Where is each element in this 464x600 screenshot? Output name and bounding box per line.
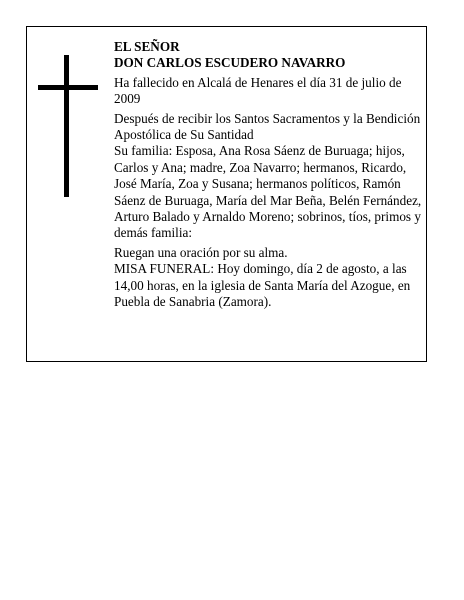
- sacraments-text: Después de recibir los Santos Sacramentos y la Bendición Apostólica de Su Santidad: [114, 110, 421, 143]
- obituary-text: [114, 39, 426, 311]
- deceased-name: DON CARLOS ESCUDERO NAVARRO: [114, 55, 346, 71]
- notice-title: EL SEÑOR: [114, 39, 180, 54]
- prayer-request: Ruegan una oración por su alma.: [114, 244, 288, 260]
- cross-vertical-bar: [64, 55, 69, 197]
- family-list: Su familia: Esposa, Ana Rosa Sáenz de Buruaga; hijos, Carlos y Ana; madre, Zoa Navarro; hermanos, Ricardo, José María, Zoa y Susana; hermanos políticos, Ramón Sáenz de Buruaga, María del Mar Beña, Belén Fernández, Arturo Balado y Arnaldo Moreno; sobrinos, tíos, primos y demás familia:: [114, 143, 422, 241]
- death-announcement: Ha fallecido en Alcalá de Henares el día 31 de julio de 2009: [114, 74, 402, 107]
- cross-horizontal-bar: [38, 85, 98, 90]
- funeral-mass-info: MISA FUNERAL: Hoy domingo, día 2 de agosto, a las 14,00 horas, en la iglesia de Santa María del Azogue, en Puebla de Sanabria (Zamora).: [114, 261, 411, 310]
- latin-cross-icon: [38, 55, 98, 197]
